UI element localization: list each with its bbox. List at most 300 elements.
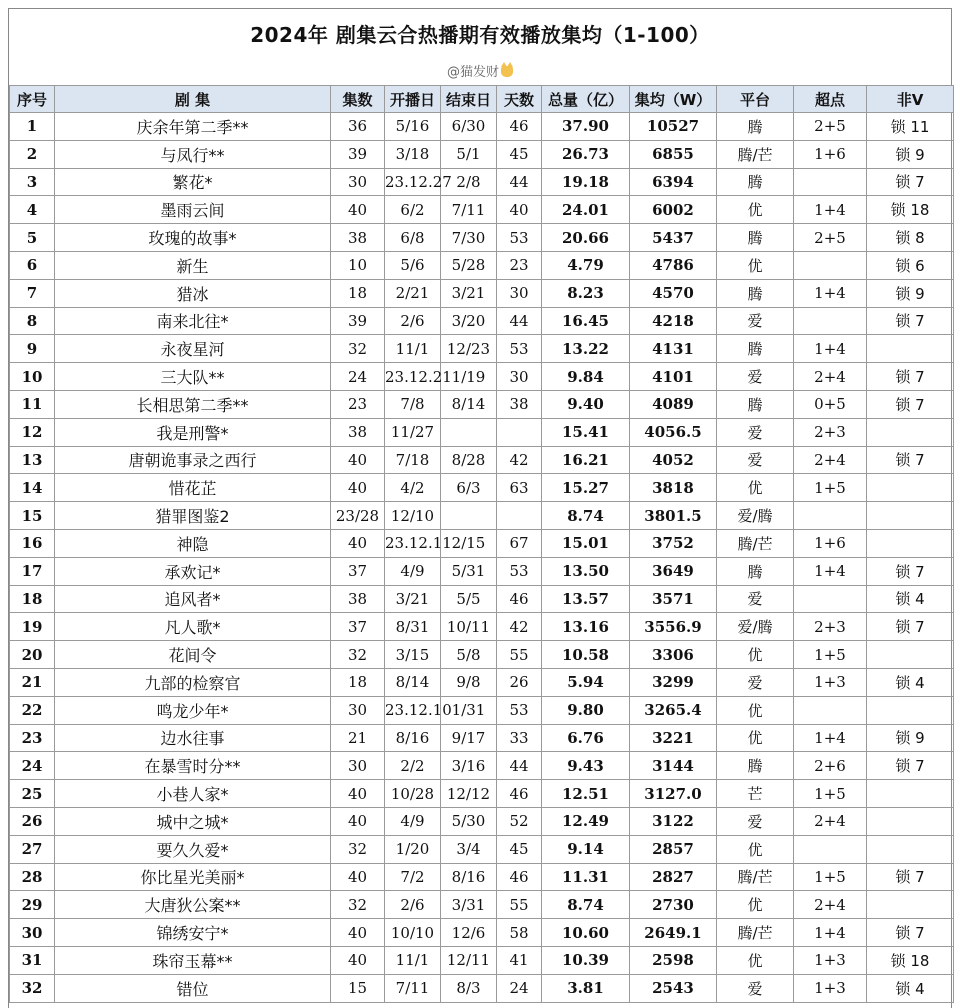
table-row bbox=[10, 224, 954, 252]
cell-average: 3265.4 bbox=[630, 696, 717, 724]
ranking-sheet bbox=[8, 8, 952, 1008]
cell-start-date: 2/21 bbox=[385, 279, 441, 307]
cell-start-date: 4/2 bbox=[385, 474, 441, 502]
cell-boost: 1+4 bbox=[794, 279, 867, 307]
cell-total: 16.45 bbox=[542, 307, 630, 335]
cell-title: 错位 bbox=[55, 974, 331, 1002]
cell-days: 23 bbox=[497, 251, 542, 279]
cell-title: 要久久爱* bbox=[55, 835, 331, 863]
cell-boost: 2+4 bbox=[794, 363, 867, 391]
cell-total: 8.23 bbox=[542, 279, 630, 307]
cell-index: 26 bbox=[10, 807, 55, 835]
cell-start-date: 23.12.21 bbox=[385, 363, 441, 391]
cell-average: 2649.1 bbox=[630, 919, 717, 947]
cell-boost: 2+4 bbox=[794, 807, 867, 835]
cell-days: 30 bbox=[497, 363, 542, 391]
cell-episodes: 10 bbox=[331, 251, 385, 279]
cell-index: 9 bbox=[10, 335, 55, 363]
cell-days: 40 bbox=[497, 196, 542, 224]
cell-title: 墨雨云间 bbox=[55, 196, 331, 224]
cell-end-date: 5/31 bbox=[441, 557, 497, 585]
cell-end-date: 5/28 bbox=[441, 251, 497, 279]
cell-days: 53 bbox=[497, 224, 542, 252]
cell-start-date: 10/10 bbox=[385, 919, 441, 947]
cell-days: 38 bbox=[497, 390, 542, 418]
table-row bbox=[10, 780, 954, 808]
cell-average: 2857 bbox=[630, 835, 717, 863]
cell-start-date: 5/6 bbox=[385, 251, 441, 279]
cell-days: 55 bbox=[497, 891, 542, 919]
cell-platform: 腾 bbox=[717, 279, 794, 307]
cell-total: 13.50 bbox=[542, 557, 630, 585]
cell-boost: 0+5 bbox=[794, 390, 867, 418]
cell-title: 庆余年第二季** bbox=[55, 113, 331, 141]
cell-title: 你比星光美丽* bbox=[55, 863, 331, 891]
cell-platform: 腾 bbox=[717, 113, 794, 141]
cell-end-date: 3/31 bbox=[441, 891, 497, 919]
cell-days: 42 bbox=[497, 613, 542, 641]
cell-non-vip bbox=[867, 529, 954, 557]
cell-start-date: 1/20 bbox=[385, 835, 441, 863]
table-row bbox=[10, 446, 954, 474]
cell-days: 44 bbox=[497, 307, 542, 335]
cell-end-date: 1/19 bbox=[441, 363, 497, 391]
cell-non-vip: 锁 7 bbox=[867, 863, 954, 891]
cell-non-vip: 锁 7 bbox=[867, 363, 954, 391]
cell-days: 33 bbox=[497, 724, 542, 752]
cell-index: 16 bbox=[10, 529, 55, 557]
cell-non-vip: 锁 4 bbox=[867, 974, 954, 1002]
cell-non-vip: 锁 11 bbox=[867, 113, 954, 141]
table-row bbox=[10, 502, 954, 530]
cell-title: 我是刑警* bbox=[55, 418, 331, 446]
cell-title: 猎冰 bbox=[55, 279, 331, 307]
cell-total: 24.01 bbox=[542, 196, 630, 224]
cell-total: 13.22 bbox=[542, 335, 630, 363]
cell-days: 67 bbox=[497, 529, 542, 557]
cell-days: 30 bbox=[497, 279, 542, 307]
cell-episodes: 40 bbox=[331, 780, 385, 808]
cell-boost bbox=[794, 307, 867, 335]
cell-start-date: 8/31 bbox=[385, 613, 441, 641]
cell-boost: 2+5 bbox=[794, 113, 867, 141]
cell-boost bbox=[794, 835, 867, 863]
cell-index: 18 bbox=[10, 585, 55, 613]
cell-start-date: 3/18 bbox=[385, 140, 441, 168]
cell-end-date: 10/11 bbox=[441, 613, 497, 641]
cell-title: 九部的检察官 bbox=[55, 668, 331, 696]
table-row bbox=[10, 279, 954, 307]
cell-average: 3649 bbox=[630, 557, 717, 585]
cell-title: 惜花芷 bbox=[55, 474, 331, 502]
cell-non-vip bbox=[867, 891, 954, 919]
cell-total: 19.18 bbox=[542, 168, 630, 196]
cell-index: 30 bbox=[10, 919, 55, 947]
cell-episodes: 30 bbox=[331, 752, 385, 780]
cell-platform: 爱 bbox=[717, 446, 794, 474]
cell-index: 23 bbox=[10, 724, 55, 752]
cell-episodes: 38 bbox=[331, 224, 385, 252]
cell-boost: 1+3 bbox=[794, 946, 867, 974]
cell-episodes: 40 bbox=[331, 529, 385, 557]
cell-non-vip: 锁 6 bbox=[867, 251, 954, 279]
column-header-days: 天数 bbox=[497, 86, 542, 113]
cell-total: 10.60 bbox=[542, 919, 630, 947]
cell-days: 58 bbox=[497, 919, 542, 947]
cell-average: 3127.0 bbox=[630, 780, 717, 808]
cell-title: 在暴雪时分** bbox=[55, 752, 331, 780]
cell-total: 13.16 bbox=[542, 613, 630, 641]
cell-index: 15 bbox=[10, 502, 55, 530]
cell-end-date: 3/20 bbox=[441, 307, 497, 335]
cell-end-date: 5/8 bbox=[441, 641, 497, 669]
cell-index: 13 bbox=[10, 446, 55, 474]
cell-start-date: 11/1 bbox=[385, 335, 441, 363]
cell-total: 11.31 bbox=[542, 863, 630, 891]
cell-total: 9.80 bbox=[542, 696, 630, 724]
cell-episodes: 24 bbox=[331, 363, 385, 391]
cell-days: 55 bbox=[497, 641, 542, 669]
cell-start-date: 23.12.10 bbox=[385, 696, 441, 724]
cell-platform: 腾/芒 bbox=[717, 919, 794, 947]
cell-platform: 爱 bbox=[717, 307, 794, 335]
table-row bbox=[10, 529, 954, 557]
cell-title: 边水往事 bbox=[55, 724, 331, 752]
cell-boost: 1+6 bbox=[794, 529, 867, 557]
cell-average: 2598 bbox=[630, 946, 717, 974]
cell-platform: 优 bbox=[717, 946, 794, 974]
cell-days: 45 bbox=[497, 140, 542, 168]
cell-episodes: 15 bbox=[331, 974, 385, 1002]
cell-platform: 优 bbox=[717, 474, 794, 502]
cell-platform: 爱/腾 bbox=[717, 502, 794, 530]
cell-platform: 芒 bbox=[717, 780, 794, 808]
cell-non-vip: 锁 7 bbox=[867, 557, 954, 585]
cell-average: 5437 bbox=[630, 224, 717, 252]
cell-index: 2 bbox=[10, 140, 55, 168]
cell-episodes: 18 bbox=[331, 279, 385, 307]
cell-non-vip bbox=[867, 780, 954, 808]
cell-average: 3221 bbox=[630, 724, 717, 752]
cell-start-date: 2/6 bbox=[385, 307, 441, 335]
cell-end-date: 6/3 bbox=[441, 474, 497, 502]
cell-start-date: 4/9 bbox=[385, 807, 441, 835]
cell-index: 21 bbox=[10, 668, 55, 696]
cell-end-date: 6/30 bbox=[441, 113, 497, 141]
cell-boost: 1+4 bbox=[794, 919, 867, 947]
cell-episodes: 40 bbox=[331, 446, 385, 474]
column-header-episodes: 集数 bbox=[331, 86, 385, 113]
cell-title: 城中之城* bbox=[55, 807, 331, 835]
cell-platform: 优 bbox=[717, 196, 794, 224]
cell-non-vip: 锁 7 bbox=[867, 168, 954, 196]
cell-total: 12.51 bbox=[542, 780, 630, 808]
cell-boost: 1+3 bbox=[794, 974, 867, 1002]
cell-average: 3571 bbox=[630, 585, 717, 613]
cell-start-date: 2/2 bbox=[385, 752, 441, 780]
cell-title: 珠帘玉幕** bbox=[55, 946, 331, 974]
cell-index: 10 bbox=[10, 363, 55, 391]
cell-index: 27 bbox=[10, 835, 55, 863]
cell-index: 28 bbox=[10, 863, 55, 891]
cell-total: 26.73 bbox=[542, 140, 630, 168]
cell-platform: 优 bbox=[717, 696, 794, 724]
cell-non-vip: 锁 9 bbox=[867, 724, 954, 752]
cell-platform: 爱 bbox=[717, 974, 794, 1002]
cell-platform: 爱 bbox=[717, 807, 794, 835]
cell-boost: 2+3 bbox=[794, 418, 867, 446]
cell-boost: 2+3 bbox=[794, 613, 867, 641]
cell-end-date: 5/5 bbox=[441, 585, 497, 613]
cell-start-date: 23.12.27 bbox=[385, 168, 441, 196]
cell-non-vip bbox=[867, 641, 954, 669]
cell-end-date: 8/16 bbox=[441, 863, 497, 891]
cell-days: 44 bbox=[497, 168, 542, 196]
table-row bbox=[10, 418, 954, 446]
cell-platform: 腾 bbox=[717, 390, 794, 418]
cell-non-vip: 锁 4 bbox=[867, 668, 954, 696]
cell-total: 9.14 bbox=[542, 835, 630, 863]
cell-platform: 腾 bbox=[717, 168, 794, 196]
table-row bbox=[10, 919, 954, 947]
cell-platform: 优 bbox=[717, 251, 794, 279]
cell-end-date: 7/11 bbox=[441, 196, 497, 224]
cell-start-date: 4/9 bbox=[385, 557, 441, 585]
cell-start-date: 10/28 bbox=[385, 780, 441, 808]
cell-boost: 1+4 bbox=[794, 335, 867, 363]
cell-total: 3.81 bbox=[542, 974, 630, 1002]
cell-episodes: 23 bbox=[331, 390, 385, 418]
cell-index: 7 bbox=[10, 279, 55, 307]
cell-episodes: 32 bbox=[331, 835, 385, 863]
cell-title: 南来北往* bbox=[55, 307, 331, 335]
cell-boost bbox=[794, 168, 867, 196]
cell-episodes: 37 bbox=[331, 557, 385, 585]
watermark bbox=[9, 61, 951, 80]
cell-title: 神隐 bbox=[55, 529, 331, 557]
cell-total: 20.66 bbox=[542, 224, 630, 252]
cell-non-vip bbox=[867, 335, 954, 363]
column-header-average: 集均（W） bbox=[630, 86, 717, 113]
cell-average: 4052 bbox=[630, 446, 717, 474]
cell-start-date: 6/2 bbox=[385, 196, 441, 224]
cell-index: 22 bbox=[10, 696, 55, 724]
cell-average: 4056.5 bbox=[630, 418, 717, 446]
cell-boost: 2+4 bbox=[794, 446, 867, 474]
cell-title: 繁花* bbox=[55, 168, 331, 196]
cell-index: 24 bbox=[10, 752, 55, 780]
ranking-table bbox=[9, 85, 954, 1003]
cell-non-vip: 锁 9 bbox=[867, 140, 954, 168]
table-row bbox=[10, 113, 954, 141]
cell-non-vip: 锁 4 bbox=[867, 585, 954, 613]
cell-total: 5.94 bbox=[542, 668, 630, 696]
cell-non-vip: 锁 18 bbox=[867, 946, 954, 974]
cell-end-date: 5/30 bbox=[441, 807, 497, 835]
cell-average: 6855 bbox=[630, 140, 717, 168]
cell-boost: 2+5 bbox=[794, 224, 867, 252]
cell-days: 46 bbox=[497, 585, 542, 613]
cell-episodes: 39 bbox=[331, 140, 385, 168]
cell-average: 2543 bbox=[630, 974, 717, 1002]
cell-days: 53 bbox=[497, 557, 542, 585]
cell-platform: 腾 bbox=[717, 557, 794, 585]
cell-start-date: 7/18 bbox=[385, 446, 441, 474]
cell-episodes: 40 bbox=[331, 474, 385, 502]
cell-average: 3144 bbox=[630, 752, 717, 780]
cell-platform: 爱 bbox=[717, 668, 794, 696]
cell-total: 8.74 bbox=[542, 891, 630, 919]
cell-episodes: 30 bbox=[331, 168, 385, 196]
table-row bbox=[10, 752, 954, 780]
cell-end-date: 9/17 bbox=[441, 724, 497, 752]
cell-index: 17 bbox=[10, 557, 55, 585]
cell-days bbox=[497, 418, 542, 446]
cell-title: 新生 bbox=[55, 251, 331, 279]
cell-non-vip: 锁 8 bbox=[867, 224, 954, 252]
cell-index: 4 bbox=[10, 196, 55, 224]
cell-start-date: 7/8 bbox=[385, 390, 441, 418]
cell-average: 4570 bbox=[630, 279, 717, 307]
cell-boost: 1+5 bbox=[794, 863, 867, 891]
cell-average: 4101 bbox=[630, 363, 717, 391]
cell-boost: 2+6 bbox=[794, 752, 867, 780]
cell-boost: 2+4 bbox=[794, 891, 867, 919]
table-row bbox=[10, 613, 954, 641]
cell-end-date: 12/12 bbox=[441, 780, 497, 808]
cell-title: 与凤行** bbox=[55, 140, 331, 168]
cell-title: 追风者* bbox=[55, 585, 331, 613]
cell-index: 19 bbox=[10, 613, 55, 641]
cell-days: 44 bbox=[497, 752, 542, 780]
cat-icon bbox=[501, 66, 513, 77]
table-row bbox=[10, 946, 954, 974]
cell-index: 1 bbox=[10, 113, 55, 141]
cell-title: 玫瑰的故事* bbox=[55, 224, 331, 252]
cell-platform: 腾/芒 bbox=[717, 529, 794, 557]
column-header-platform: 平台 bbox=[717, 86, 794, 113]
cell-days: 46 bbox=[497, 113, 542, 141]
table-row bbox=[10, 390, 954, 418]
cell-total: 8.74 bbox=[542, 502, 630, 530]
cell-index: 6 bbox=[10, 251, 55, 279]
cell-index: 14 bbox=[10, 474, 55, 502]
cell-episodes: 38 bbox=[331, 418, 385, 446]
cell-title: 凡人歌* bbox=[55, 613, 331, 641]
cell-average: 4218 bbox=[630, 307, 717, 335]
cell-start-date: 3/15 bbox=[385, 641, 441, 669]
column-header-total: 总量（亿） bbox=[542, 86, 630, 113]
cell-boost: 1+3 bbox=[794, 668, 867, 696]
cell-boost bbox=[794, 251, 867, 279]
cell-average: 4089 bbox=[630, 390, 717, 418]
table-row bbox=[10, 974, 954, 1002]
watermark-text: @猫发财 bbox=[446, 65, 499, 80]
cell-platform: 优 bbox=[717, 641, 794, 669]
cell-end-date bbox=[441, 502, 497, 530]
cell-average: 3306 bbox=[630, 641, 717, 669]
column-header-boost: 超点 bbox=[794, 86, 867, 113]
table-row bbox=[10, 724, 954, 752]
cell-episodes: 40 bbox=[331, 807, 385, 835]
cell-start-date: 8/16 bbox=[385, 724, 441, 752]
cell-boost: 1+4 bbox=[794, 557, 867, 585]
table-row bbox=[10, 891, 954, 919]
table-row bbox=[10, 196, 954, 224]
cell-start-date: 2/6 bbox=[385, 891, 441, 919]
cell-title: 锦绣安宁* bbox=[55, 919, 331, 947]
table-row bbox=[10, 863, 954, 891]
table-row bbox=[10, 168, 954, 196]
cell-average: 3299 bbox=[630, 668, 717, 696]
cell-platform: 爱 bbox=[717, 363, 794, 391]
cell-index: 29 bbox=[10, 891, 55, 919]
cell-total: 4.79 bbox=[542, 251, 630, 279]
cell-platform: 腾 bbox=[717, 335, 794, 363]
cell-end-date: 3/16 bbox=[441, 752, 497, 780]
column-header-start-date: 开播日 bbox=[385, 86, 441, 113]
cell-episodes: 40 bbox=[331, 196, 385, 224]
cell-average: 10527 bbox=[630, 113, 717, 141]
cell-platform: 优 bbox=[717, 724, 794, 752]
cell-start-date: 12/10 bbox=[385, 502, 441, 530]
cell-non-vip: 锁 7 bbox=[867, 752, 954, 780]
cell-title: 三大队** bbox=[55, 363, 331, 391]
cell-index: 31 bbox=[10, 946, 55, 974]
cell-end-date: 1/31 bbox=[441, 696, 497, 724]
cell-end-date: 9/8 bbox=[441, 668, 497, 696]
cell-title: 大唐狄公案** bbox=[55, 891, 331, 919]
cell-average: 3122 bbox=[630, 807, 717, 835]
cell-episodes: 32 bbox=[331, 891, 385, 919]
cell-end-date: 8/14 bbox=[441, 390, 497, 418]
table-row bbox=[10, 641, 954, 669]
cell-days: 53 bbox=[497, 335, 542, 363]
cell-end-date: 8/28 bbox=[441, 446, 497, 474]
cell-platform: 爱/腾 bbox=[717, 613, 794, 641]
cell-non-vip: 锁 18 bbox=[867, 196, 954, 224]
cell-days: 45 bbox=[497, 835, 542, 863]
cell-episodes: 21 bbox=[331, 724, 385, 752]
cell-total: 16.21 bbox=[542, 446, 630, 474]
cell-episodes: 23/28 bbox=[331, 502, 385, 530]
cell-end-date bbox=[441, 418, 497, 446]
cell-platform: 爱 bbox=[717, 585, 794, 613]
cell-days bbox=[497, 502, 542, 530]
table-row bbox=[10, 140, 954, 168]
cell-platform: 腾/芒 bbox=[717, 140, 794, 168]
cell-start-date: 5/16 bbox=[385, 113, 441, 141]
cell-boost: 1+5 bbox=[794, 641, 867, 669]
cell-index: 5 bbox=[10, 224, 55, 252]
cell-platform: 腾/芒 bbox=[717, 863, 794, 891]
cell-start-date: 11/27 bbox=[385, 418, 441, 446]
cell-non-vip bbox=[867, 807, 954, 835]
cell-episodes: 40 bbox=[331, 946, 385, 974]
cell-days: 46 bbox=[497, 780, 542, 808]
cell-index: 11 bbox=[10, 390, 55, 418]
cell-episodes: 32 bbox=[331, 641, 385, 669]
table-row bbox=[10, 363, 954, 391]
table-row bbox=[10, 335, 954, 363]
cell-end-date: 5/1 bbox=[441, 140, 497, 168]
cell-days: 41 bbox=[497, 946, 542, 974]
cell-non-vip: 锁 7 bbox=[867, 307, 954, 335]
cell-average: 2827 bbox=[630, 863, 717, 891]
cell-platform: 优 bbox=[717, 835, 794, 863]
cell-average: 6394 bbox=[630, 168, 717, 196]
cell-non-vip: 锁 7 bbox=[867, 613, 954, 641]
